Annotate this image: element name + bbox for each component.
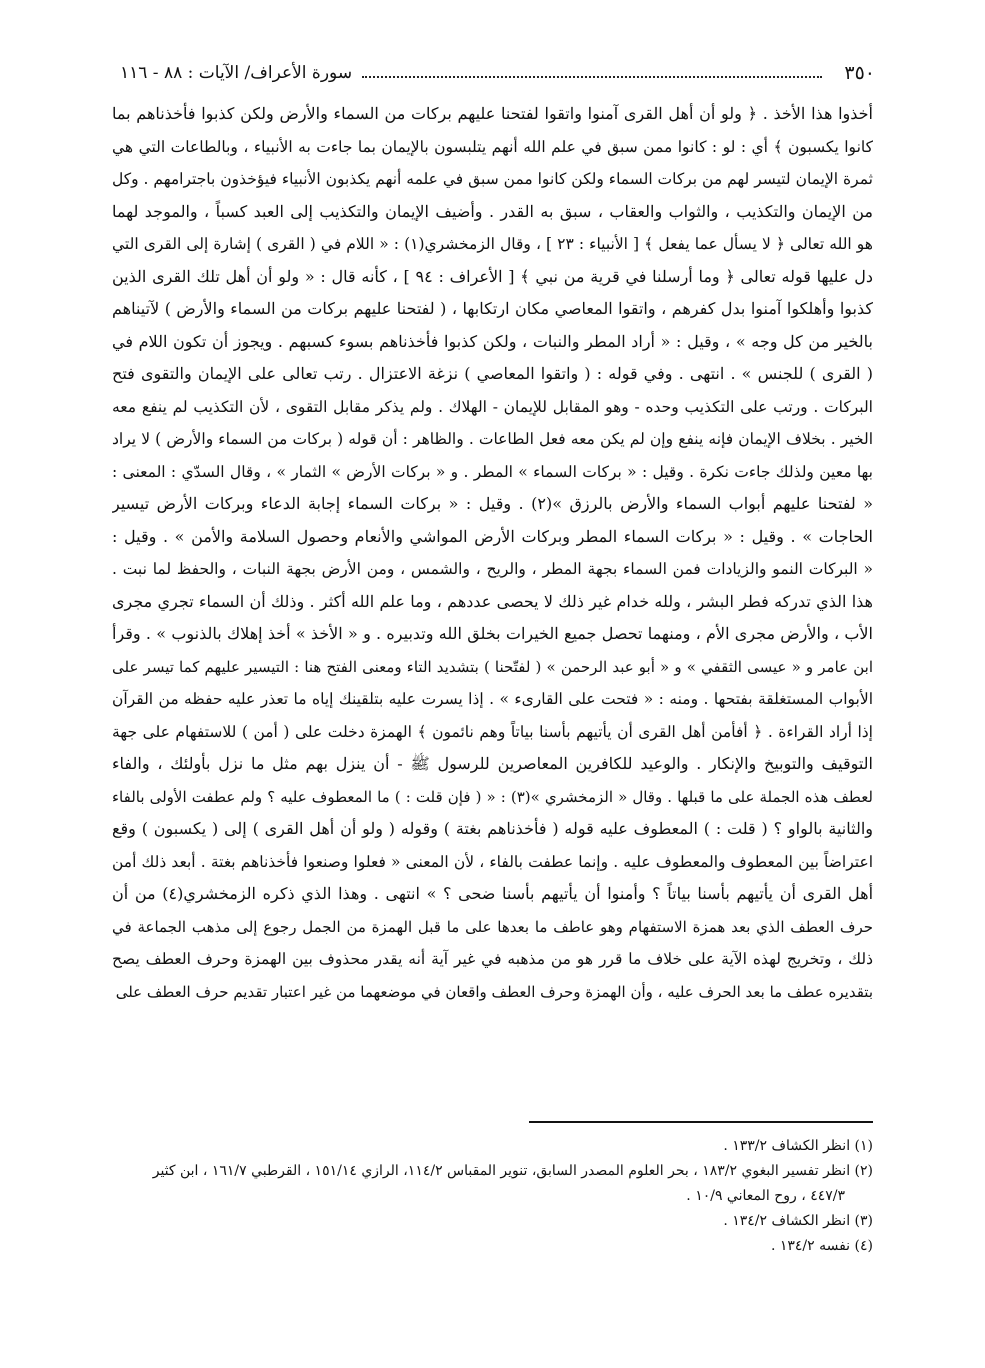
- text-line: التوقيف والتوبيخ والإنكار . والوعيد للكافرين المعاصرين للرسول ﷺ - أن ينزل بهم مثل ما نزل بأولئك ، والفاء: [112, 754, 873, 773]
- text-line: هذا الذي تدركه فطر البشر ، ولله خدام غير ذلك لا يحصى عددهم ، وما علم الله أكثر . وذلك أن السماء تجري مجرى: [112, 591, 873, 611]
- text-line: أهل القرى أن يأتيهم بأسنا بياتاً ؟ وأمنوا أن يأتيهم بأسنا ضحى ؟ » انتهى . وهذا الذي ذكره الزمخشري(٤) من أن: [112, 884, 873, 903]
- text-line: إذا أراد القراءة . ﴿ أفأمن أهل القرى أن يأتيهم بأسنا بياتاً وهم نائمون ﴾ الهمزة دخلت على ( أمن ) للاستفهام على جهة: [112, 722, 873, 741]
- text-line: هو الله تعالى ﴿ لا يسأل عما يفعل ﴾ [ الأنبياء : ٢٣ ] ، وقال الزمخشري(١) : « اللام في ( القرى ) إشارة إلى القرى التي: [112, 235, 873, 253]
- text-line: لعطف هذه الجملة على ما قبلها . وقال « الزمخشري »(٣) : « ( فإن قلت : ) ما المعطوف عليه ؟ ولم عطفت الأولى بالفاء: [112, 787, 873, 806]
- text-line: ثمرة الإيمان لتيسر لهم من بركات السماء ولكن كانوا ممن سبق في علمه أنهم يكذبون الأنبياء فيؤخذون باجترامهم . وكل: [112, 170, 873, 188]
- text-line: « البركات النمو والزيادات فمن السماء بجهة المطر ، والريح ، والشمس ، ومن الأرض بجهة النبات ، والحفظ لما نبت .: [112, 560, 873, 578]
- text-line: دل عليها قوله تعالى ﴿ وما أرسلنا في قرية من نبي ﴾ [ الأعراف : ٩٤ ] ، كأنه قال : « ولو أن أهل تلك القرى الذين: [112, 266, 873, 286]
- footnote: (١) انظر الكشاف ١٣٣/٢ .: [723, 1138, 873, 1154]
- text-line: أخذوا هذا الأخذ . ﴿ ولو أن أهل القرى آمنوا واتقوا لفتحنا عليهم بركات من السماء والأرض ولكن كذبوا فأخذناهم بما: [112, 104, 873, 123]
- text-line: حرف العطف الذي بعد همزة الاستفهام وهو عاطف ما بعدها على ما قبل الهمزة من الجمل رجوع إلى مذهب الجماعة في: [112, 917, 873, 936]
- text-line: الأبواب المستغلقة بفتحها . ومنه : « فتحت على القارىء » . إذا يسرت عليه بتلقينك إياه ما تعذر عليه حفظه من القرآن: [112, 690, 873, 708]
- text-line: الأب ، والأرض مجرى الأم ، ومنهما تحصل جميع الخيرات بخلق الله وتدبيره . و « الأخذ » أخذ إهلاك بالذنوب » . وقرأ: [112, 624, 873, 643]
- text-line: اعتراضاً بين المعطوف والمعطوف عليه . وإنما عطفت بالفاء ، لأن المعنى « فعلوا وصنعوا فأخذناهم بغتة . أبعد ذلك أمن: [112, 852, 873, 871]
- main-text: [112, 98, 873, 1008]
- footnote-continuation: ٤٤٧/٣ ، روح المعاني ١٠/٩ .: [686, 1188, 845, 1204]
- footnotes: [112, 1134, 873, 1259]
- running-header: [120, 58, 875, 88]
- text-line: والثانية بالواو ؟ ( قلت : ) المعطوف عليه قوله ( فأخذناهم بغتة ) وقوله ( ولو أن أهل القرى ) إلى ( يكسبون ) وقع: [112, 819, 873, 838]
- footnote-separator: [529, 1121, 873, 1123]
- text-line: بالخير من كل وجه » ، وقيل : « أراد المطر والنبات ، ولكن كذبوا فأخذناهم بسوء كسبهم . ويجوز أن تكون اللام في: [112, 331, 873, 351]
- text-line: الحاجات » . وقيل : « بركات السماء المطر وبركات الأرض المواشي والأنعام وحصول السلامة والأمن » . وقيل :: [112, 526, 873, 546]
- surah-title: سورة الأعراف/ الآيات : ٨٨ - ١١٦: [120, 63, 353, 83]
- page-number: ٣٥٠: [844, 62, 875, 84]
- text-line: ذلك ، وتخريج لهذه الآية على خلاف ما قرر هو من مذهبه في غير آية أنه يقدر محذوف بين الهمزة وحرف العطف يصح: [112, 950, 873, 968]
- text-line: كذبوا وأهلكوا آمنوا بدل كفرهم ، واتقوا المعاصي مكان ارتكابها ، ( لفتحنا عليهم بركات من السماء والأرض ) لآتيناهم: [112, 299, 873, 318]
- footnote: (٤) نفسه ١٣٤/٢ .: [770, 1238, 873, 1254]
- text-line: من الإيمان والتكذيب ، والثواب والعقاب ، سبق به القدر . وأضيف الإيمان والتكذيب إلى العبد كسباً ، والموجد لهما: [112, 201, 873, 221]
- text-line: بتقديره عطف ما بعد الحرف عليه ، وأن الهمزة وحرف العطف واقعان في موضعهما من غير اعتبار تقديم حرف العطف على: [115, 982, 873, 1001]
- text-line: كانوا يكسبون ﴾ أي : لو : كانوا ممن سبق في علم الله أنهم يتلبسون بالإيمان بما جاءت به الأنبياء ، وبالطاعات التي هي: [112, 137, 873, 156]
- text-line: الخير . بخلاف الإيمان فإنه ينفع وإن لم يكن معه فعل الطاعات . والظاهر : أن قوله ( بركات من السماء والأرض ) لا يراد: [112, 430, 873, 448]
- footnote: (٣) انظر الكشاف ١٣٤/٢ .: [723, 1213, 873, 1229]
- header-dotted-leader: [362, 76, 822, 78]
- footnote: (٢) انظر تفسير البغوي ١٨٣/٢ ، بحر العلوم المصدر السابق، تنوير المقباس ١١٤/٢، الرازي ١٥١/١٤ ، القرطبي ١٦١/٧ ، ابن كثير: [152, 1163, 873, 1179]
- text-line: البركات . ورتب على التكذيب وحده - وهو المقابل للإيمان - الهلاك . ولم يذكر مقابل التقوى ، لأن التكذيب لم ينفع معه: [112, 397, 873, 416]
- text-line: بها معين ولذلك جاءت نكرة . وقيل : « بركات السماء » المطر . و « بركات الأرض » الثمار » ، وقال السدّي : المعنى :: [112, 462, 873, 481]
- text-line: « لفتحنا عليهم أبواب السماء والأرض بالرزق »(٢) . وقيل : « بركات السماء إجابة الدعاء وبركات الأرض تيسير: [112, 494, 873, 513]
- text-line: ابن عامر و « عيسى الثقفي » و « أبو عبد الرحمن » ( لفتّحنا ) بتشديد التاء ومعنى الفتح هنا : التيسير عليهم كما تيسر على: [112, 657, 873, 676]
- text-line: ( القرى ) للجنس » . انتهى . وفي قوله : ( واتقوا المعاصي ) نزغة الاعتزال . رتب تعالى على الإيمان والتقوى فتح: [112, 364, 873, 383]
